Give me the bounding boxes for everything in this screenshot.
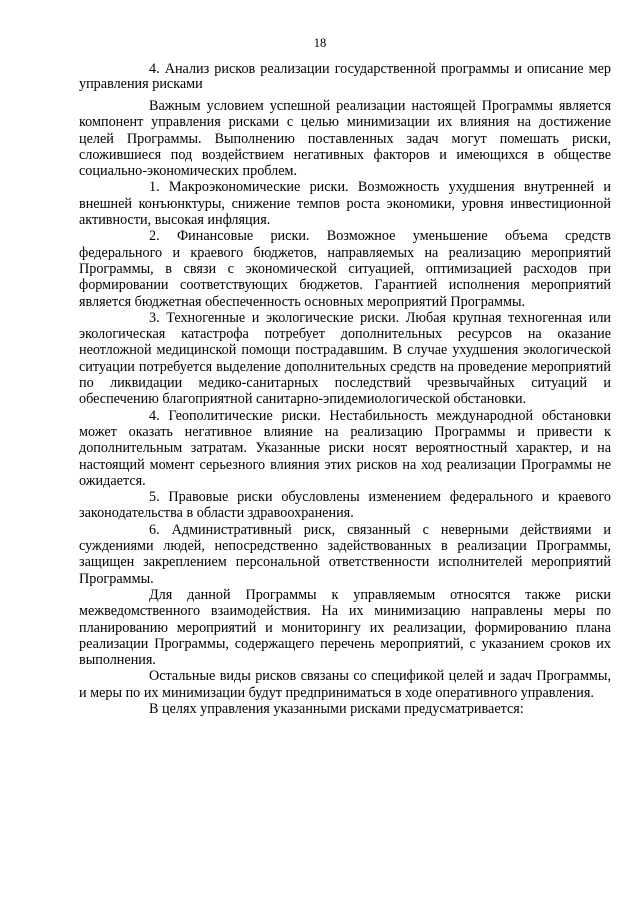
paragraph-other-risks: Остальные виды рисков связаны со спецификой целей и задач Программы, и меры по их минимизации будут предприниматься в ходе оперативного управления. xyxy=(79,668,611,701)
paragraph-risk-financial: 2. Финансовые риски. Возможное уменьшение объема средств федерального и краевого бюджетов, направляемых на реализацию мероприятий Программы, в связи с экономической ситуацией, оптимизацией расходов при формировании соответствующих бюджетов. Гарантией исполнения мероприятий является бюджетная обеспеченность основных мероприятий Программы. xyxy=(79,228,611,310)
paragraph-intro: Важным условием успешной реализации настоящей Программы является компонент управления рисками с целью минимизации их влияния на достижение целей Программы. Выполнению поставленных задач могут помешать риски, сложившиеся под воздействием негативных факторов и имеющихся в обществе социально-экономических проблем. xyxy=(79,98,611,180)
paragraph-risk-technogenic: 3. Техногенные и экологические риски. Любая крупная техногенная или экологическая катастрофа потребует дополнительных ресурсов на оказание неотложной медицинской помощи пострадавшим. В случае ухудшения экологической ситуации потребуется выделение дополнительных средств на проведение мероприятий по ликвидации медико-санитарных последствий чрезвычайных ситуаций и обеспечению благоприятной санитарно-эпидемиологической обстановки. xyxy=(79,309,611,408)
paragraph-risk-macroeconomic: 1. Макроэкономические риски. Возможность ухудшения внутренней и внешней конъюнктуры, снижение темпов роста экономики, уровня инвестиционной активности, высокая инфляция. xyxy=(79,179,611,229)
page-number: 18 xyxy=(313,36,327,50)
paragraph-risk-administrative: 6. Административный риск, связанный с неверными действиями и суждениями людей, непосредственно задействованных в реализации Программы, защищен закреплением персональной ответственности исполнителей мероприятий Программы. xyxy=(79,521,611,587)
paragraph-risk-geopolitical: 4. Геополитические риски. Нестабильность международной обстановки может оказать негативное влияние на реализацию Программы и привести к дополнительным затратам. Указанные риски носят вероятностный характер, и на настоящий момент серьезного влияния этих рисков на ход реализации Программы не ожидается. xyxy=(79,407,611,489)
page-content xyxy=(79,62,611,717)
paragraph-risk-management-intro: В целях управления указанными рисками предусматривается: xyxy=(149,700,524,717)
paragraph-interagency-risks: Для данной Программы к управляемым относятся также риски межведомственного взаимодействия. На их минимизацию направлены меры по планированию мероприятий и мониторингу их реализации, формированию плана реализации Программы, содержащего перечень мероприятий, с указанием сроков их выполнения. xyxy=(79,586,611,669)
section-heading: 4. Анализ рисков реализации государственной программы и описание мер управления рисками xyxy=(79,61,611,92)
paragraph-risk-legal: 5. Правовые риски обусловлены изменением федерального и краевого законодательства в области здравоохранения. xyxy=(79,489,611,522)
